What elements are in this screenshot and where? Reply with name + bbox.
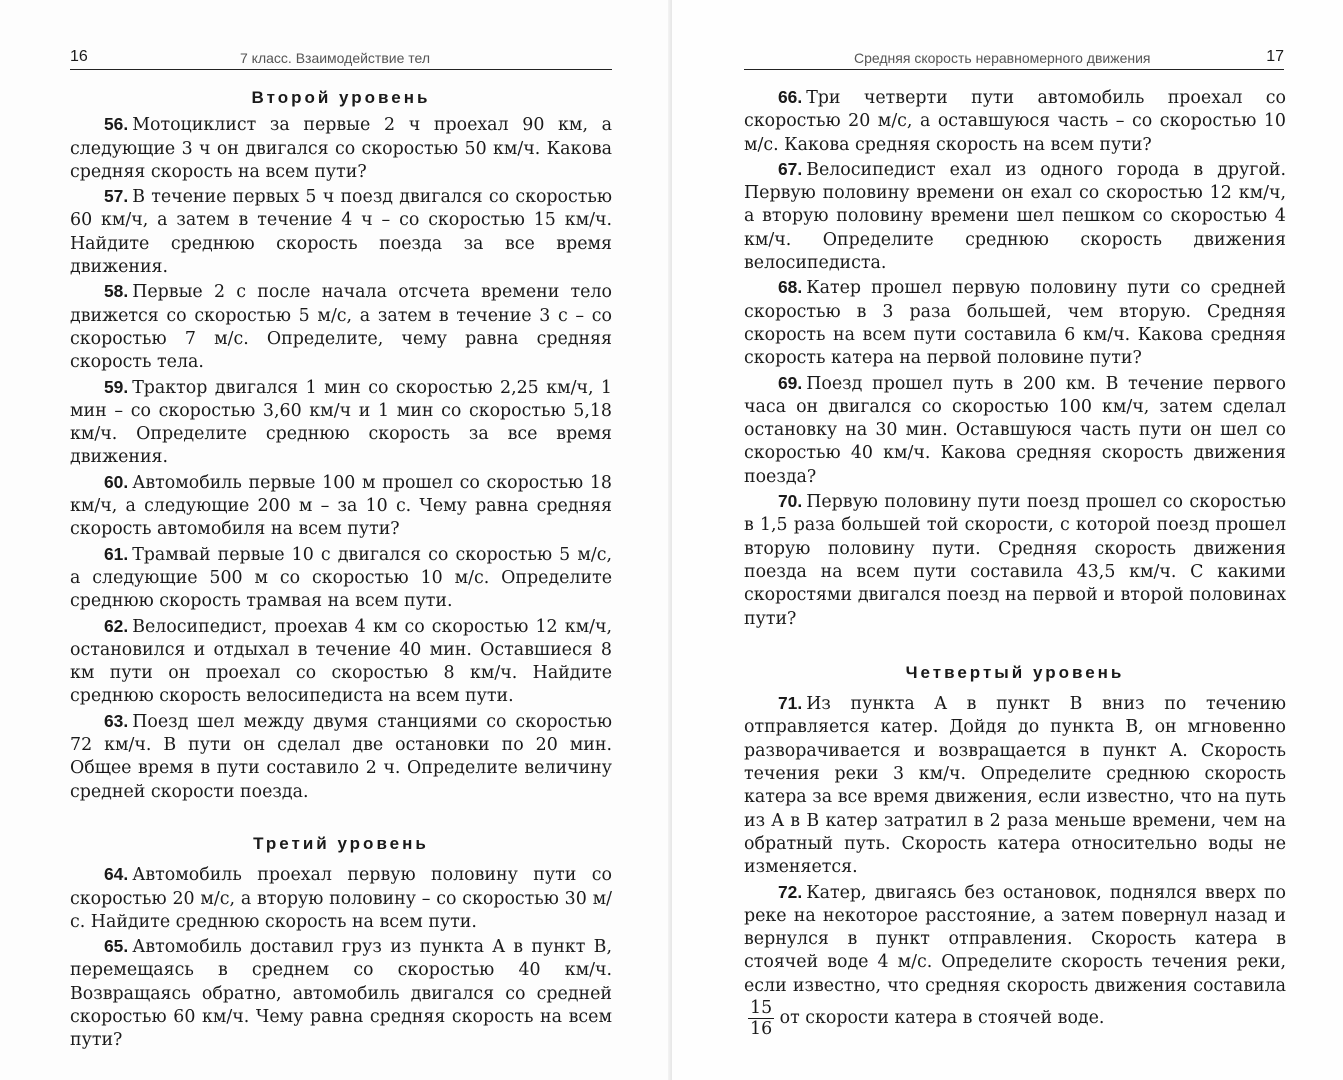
fraction-numerator: 15 <box>750 997 773 1018</box>
problem-68 <box>744 276 1286 370</box>
problem-text: Поезд шел между двумя станциями со скоростью 72 км/ч. В пути он сделал две остановки по 20 мин. Общее время в пути составило 2 ч. Определите величину средней скорости поезда. <box>70 711 612 802</box>
problem-60 <box>70 471 612 542</box>
problem-62 <box>70 615 612 709</box>
problem-text: Первую половину пути поезд прошел со скоростью в 1,5 раза большей той скорости, с которой поезд прошел вторую половину пути. Средняя скорость движения поезда на всем пути составила 43,5 км/ч. С какими скоростями двигался поезд на первой и второй половинах пути? <box>744 492 1286 629</box>
left-column <box>70 86 612 1054</box>
problem-number: 62. <box>104 615 129 636</box>
problem-72 <box>744 881 1286 1039</box>
problem-text: Катер прошел первую половину пути со средней скоростью в 3 раза большей, чем вторую. Средняя скорость на всем пути составила 6 км/ч. Какова средняя скорость катера на первой половине пути? <box>744 278 1286 369</box>
problem-number: 68. <box>778 277 803 298</box>
problem-text: Трамвай первые 10 с двигался со скоростью 5 м/с, а следующие 500 м со скоростью 10 м/с. Определите среднюю скорость трамвая на всем пути. <box>70 544 612 612</box>
problem-number: 57. <box>104 186 129 207</box>
problem-number: 67. <box>778 158 803 179</box>
section-heading-level-2: Второй уровень <box>251 88 431 107</box>
problem-number: 70. <box>778 491 803 512</box>
problem-text: Трактор двигался 1 мин со скоростью 2,25 км/ч, 1 мин – со скоростью 3,60 км/ч и 1 мин со скоростью 5,18 км/ч. Определите среднюю скорость за все время движения. <box>70 377 612 468</box>
right-page-number: 17 <box>1266 48 1284 65</box>
problem-text: В течение первых 5 ч поезд двигался со скоростью 60 км/ч, а затем в течение 4 ч – со скоростью 15 км/ч. Найдите среднюю скорость поезда за все время движения. <box>70 187 612 278</box>
fraction-15-16 <box>748 998 774 1039</box>
problem-text: Велосипедист, проехав 4 км со скоростью 12 км/ч, остановился и отдыхал в течение 40 мин. Оставшиеся 8 км пути он проехал со скоростью 8 км/ч. Найдите среднюю скорость велосипедиста на всем пути. <box>70 616 612 707</box>
problem-70 <box>744 490 1286 631</box>
problem-59 <box>70 376 612 470</box>
problem-number: 69. <box>778 372 803 393</box>
problem-text: Катер, двигаясь без остановок, поднялся вверх по реке на некоторое расстояние, а затем повернул назад и вернулся в пункт отправления. Скорость катера в стоячей воде 4 м/с. Определите скорость течения реки, если известно, что средняя скорость движения составила <box>744 882 1286 996</box>
problem-65 <box>70 935 612 1052</box>
problem-text: Мотоциклист за первые 2 ч проехал 90 км, а следующие 3 ч он двигался со скоростью 50 км/ч. Какова средняя скорость на всем пути? <box>70 115 612 182</box>
problem-text-end: от скорости катера в стоячей воде. <box>779 1007 1105 1028</box>
right-column <box>744 86 1286 1040</box>
problem-text: Автомобиль доставил груз из пункта A в пункт B, перемещаясь в среднем со скоростью 40 км/ч. Возвращаясь обратно, автомобиль двигался со средней скоростью 60 км/ч. Чему равна средняя скорость на всем пути? <box>70 937 612 1051</box>
problem-number: 71. <box>778 693 803 714</box>
problem-61 <box>70 543 612 614</box>
problem-57 <box>70 185 612 279</box>
problem-69 <box>744 372 1286 489</box>
left-page-header <box>70 46 612 70</box>
problem-71 <box>744 692 1286 879</box>
problem-number: 72. <box>778 881 803 902</box>
problem-number: 64. <box>104 864 129 885</box>
problem-63 <box>70 710 612 804</box>
section-heading-level-4: Четвертый уровень <box>905 662 1125 682</box>
left-page-number: 16 <box>70 48 88 65</box>
problem-number: 59. <box>104 376 129 397</box>
right-page-header <box>744 46 1284 70</box>
problem-text: Велосипедист ехал из одного города в другой. Первую половину времени он ехал со скоростью 12 км/ч, а вторую половину времени шел пешком со скоростью 4 км/ч. Определите среднюю скорость движения велосипедиста. <box>744 159 1286 274</box>
section-heading-level-3: Третий уровень <box>253 833 429 853</box>
problem-number: 66. <box>778 87 803 107</box>
right-running-title: Средняя скорость неравномерного движения <box>854 50 1151 66</box>
problem-number: 58. <box>104 281 129 302</box>
problem-number: 56. <box>104 114 129 135</box>
problem-text: Три четверти пути автомобиль проехал со скоростью 20 м/с, а оставшуюся часть – со скоростью 10 м/с. Какова средняя скорость на всем пути? <box>744 88 1286 155</box>
problem-66 <box>744 86 1286 157</box>
problem-56 <box>70 113 612 184</box>
fraction-denominator: 16 <box>750 1018 773 1039</box>
right-page <box>672 0 1343 1080</box>
problem-number: 60. <box>104 471 129 492</box>
left-running-title: 7 класс. Взаимодействие тел <box>240 50 431 66</box>
problem-67 <box>744 158 1286 275</box>
problem-number: 63. <box>104 710 129 731</box>
problem-64 <box>70 863 612 934</box>
problem-text: Поезд прошел путь в 200 км. В течение первого часа он двигался со скоростью 100 км/ч, затем сделал остановку на 30 мин. Оставшуюся часть пути он шел со скоростью 40 км/ч. Какова средняя скорость движения поезда? <box>744 373 1286 487</box>
problem-text: Из пункта A в пункт B вниз по течению отправляется катер. Дойдя до пункта B, он мгновенно разворачивается и возвращается в пункт A. Скорость течения реки 3 км/ч. Определите среднюю скорость катера за все время движения, если известно, что на путь из A в B катер затратил в 2 раза меньше времени, чем на обратный путь. Скорость катера относительно воды не изменяется. <box>744 694 1286 878</box>
problem-text: Автомобиль проехал первую половину пути со скоростью 20 м/с, а вторую половину – со скоростью 30 м/с. Найдите среднюю скорость на всем пути. <box>70 865 612 932</box>
problem-number: 61. <box>104 543 129 564</box>
problem-58 <box>70 280 612 374</box>
problem-number: 65. <box>104 936 129 957</box>
problem-text: Первые 2 с после начала отсчета времени тело движется со скоростью 5 м/с, а затем в течение 3 с – со скоростью 7 м/с. Определите, чему равна средняя скорость тела. <box>70 282 612 373</box>
problem-text: Автомобиль первые 100 м прошел со скоростью 18 км/ч, а следующие 200 м – за 10 с. Чему равна средняя скорость автомобиля на всем пути? <box>70 472 612 540</box>
